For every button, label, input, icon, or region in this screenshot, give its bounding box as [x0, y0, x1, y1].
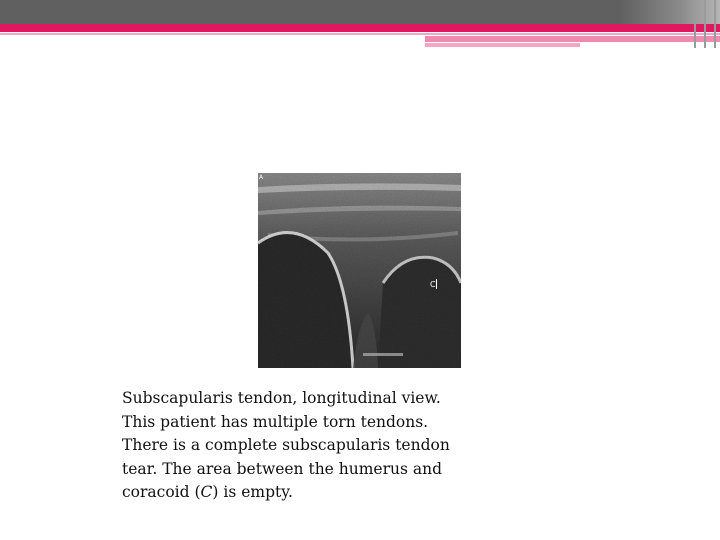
caption-line-3: There is a complete subscapularis tendon [122, 436, 450, 454]
svg-text:A: A [259, 174, 264, 181]
header-accent-line [0, 33, 720, 35]
caption-line-5-italic: C [200, 483, 213, 501]
caption-line-4: tear. The area between the humerus and [122, 459, 443, 478]
caption-line-5-pre: coracoid ( [122, 483, 201, 501]
caption-line-2: This patient has multiple torn tendons. [122, 412, 429, 431]
figure-caption [122, 387, 482, 505]
header-band [0, 0, 720, 24]
caption-line-5-post: ) is empty. [212, 483, 293, 501]
ultrasound-graphic [258, 173, 461, 368]
header-accent-bar [0, 24, 720, 32]
ultrasound-image [258, 173, 461, 368]
caption-line-1: Subscapularis tendon, longitudinal view. [122, 389, 441, 407]
header-accent-stripe-2 [425, 43, 580, 47]
coracoid-label: C [430, 280, 436, 289]
header-accent-stripe-1 [425, 36, 720, 42]
header-corner-lines [692, 0, 720, 50]
